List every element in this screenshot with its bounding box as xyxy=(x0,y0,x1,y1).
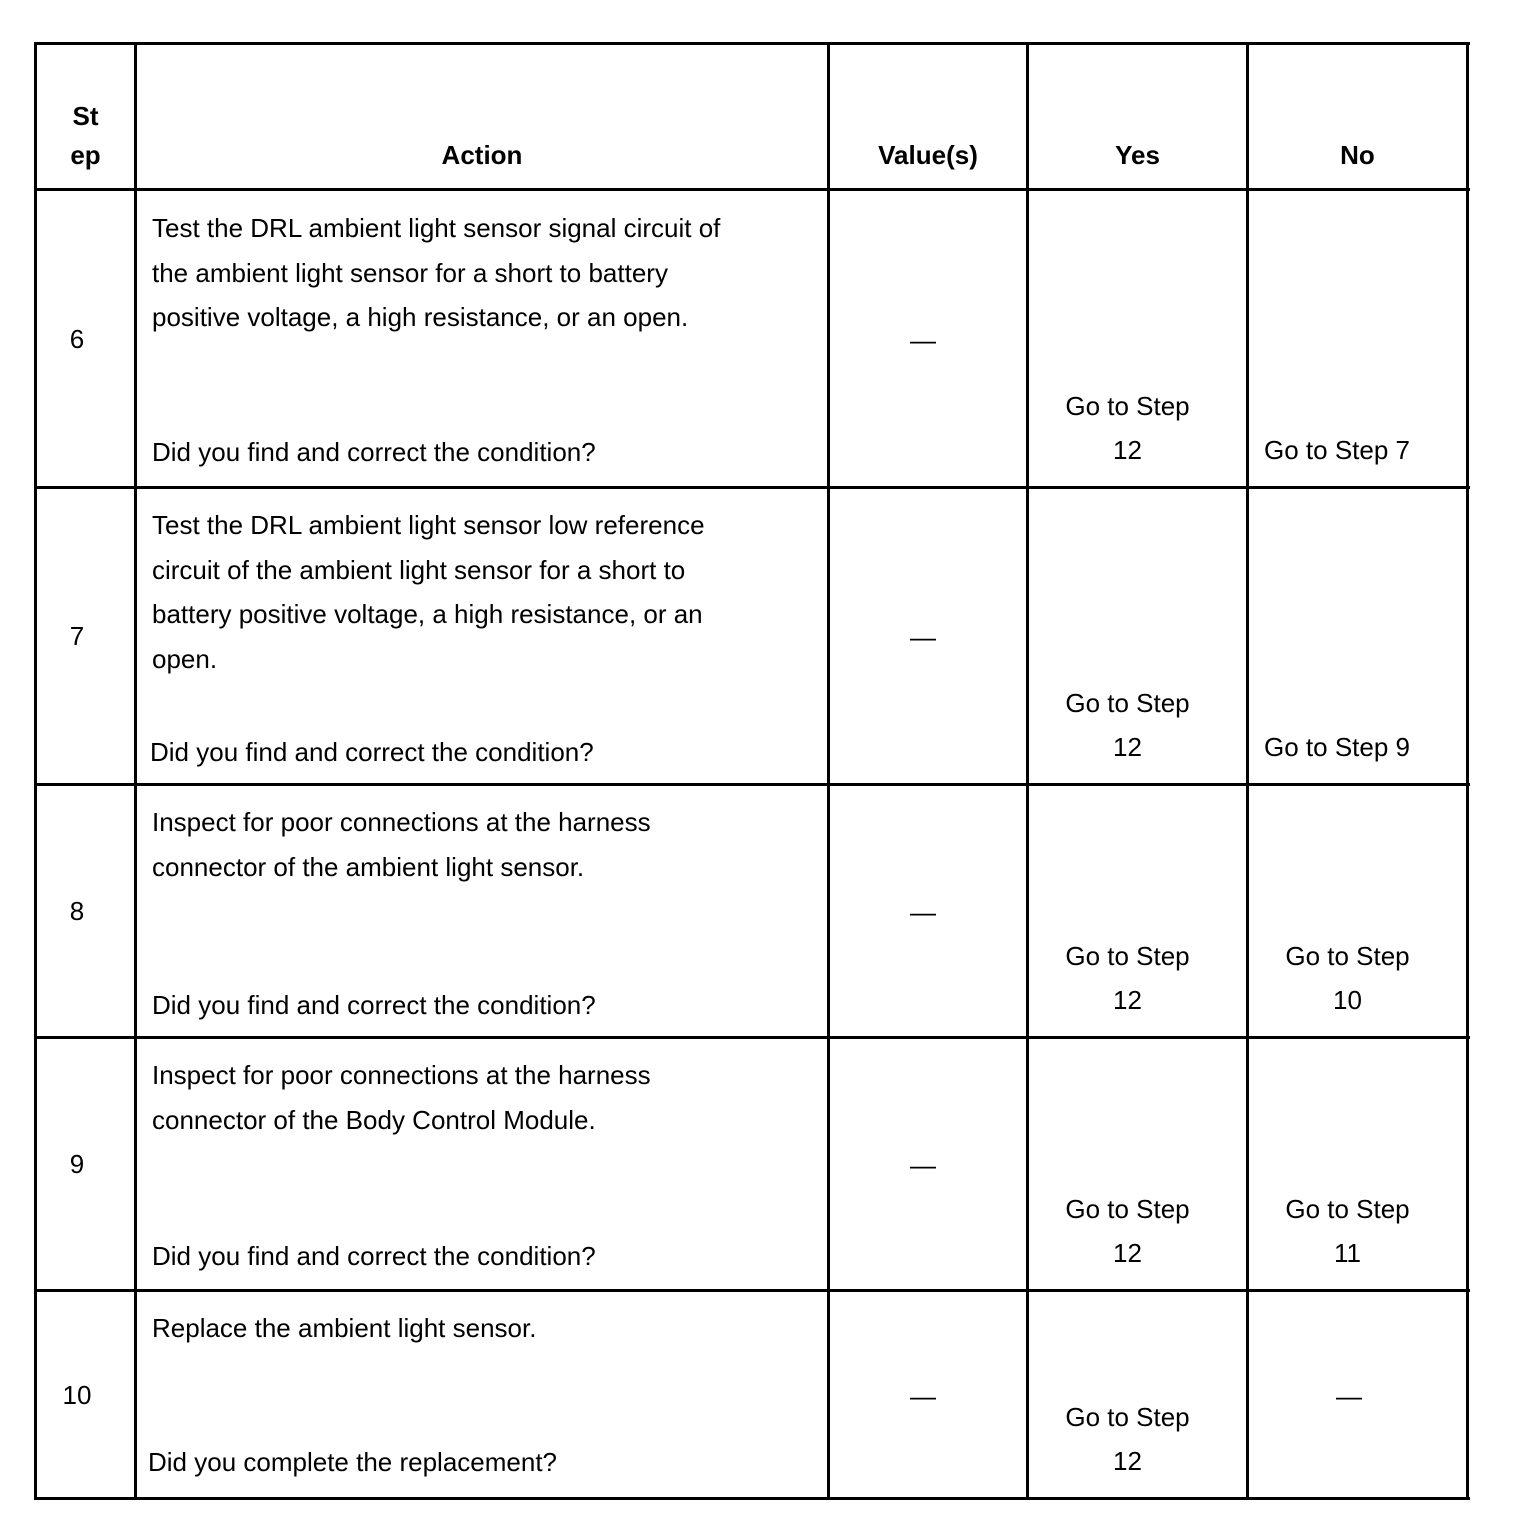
table-rule xyxy=(34,1497,1470,1500)
action-question: Did you find and correct the condition? xyxy=(152,437,596,467)
table-rule xyxy=(1246,42,1249,1500)
action-text: Inspect for poor connections at the harness xyxy=(152,1060,651,1090)
action-text: Replace the ambient light sensor. xyxy=(152,1313,537,1343)
no-outcome: Go to Step xyxy=(1285,1194,1410,1224)
no-outcome: 10 xyxy=(1333,985,1362,1015)
yes-outcome: 12 xyxy=(1113,435,1142,465)
action-text: battery positive voltage, a high resistance, or an xyxy=(152,599,703,629)
action-question: Did you find and correct the condition? xyxy=(152,1241,596,1271)
yes-outcome: 12 xyxy=(1113,1238,1142,1268)
header-no: No xyxy=(1340,140,1375,170)
action-question: Did you find and correct the condition? xyxy=(152,990,596,1020)
action-text: the ambient light sensor for a short to battery xyxy=(152,258,668,288)
header-step-line2: ep xyxy=(70,140,101,170)
table-rule xyxy=(34,1036,1470,1039)
table-rule xyxy=(34,1289,1470,1292)
action-text: Inspect for poor connections at the harness xyxy=(152,807,651,837)
value-dash: — xyxy=(910,325,936,355)
header-yes: Yes xyxy=(1115,140,1160,170)
yes-outcome: Go to Step xyxy=(1065,391,1190,421)
yes-outcome: Go to Step xyxy=(1065,1402,1190,1432)
action-text: connector of the Body Control Module. xyxy=(152,1105,596,1135)
no-outcome: Go to Step xyxy=(1285,941,1410,971)
table-rule xyxy=(34,188,1470,191)
yes-outcome: 12 xyxy=(1113,985,1142,1015)
no-outcome: — xyxy=(1336,1381,1362,1411)
value-dash: — xyxy=(910,1150,936,1180)
value-dash: — xyxy=(910,897,936,927)
table-rule xyxy=(34,486,1470,489)
diagnostic-table xyxy=(34,42,1470,1500)
table-rule xyxy=(34,42,1470,45)
action-text: connector of the ambient light sensor. xyxy=(152,852,585,882)
yes-outcome: 12 xyxy=(1113,1446,1142,1476)
table-rule xyxy=(827,42,830,1500)
value-dash: — xyxy=(910,622,936,652)
header-action: Action xyxy=(441,140,523,170)
yes-outcome: Go to Step xyxy=(1065,941,1190,971)
step-number: 9 xyxy=(69,1149,85,1179)
action-question: Did you find and correct the condition? xyxy=(150,737,594,767)
action-question: Did you complete the replacement? xyxy=(148,1447,558,1477)
step-number: 6 xyxy=(69,324,85,354)
action-text: Test the DRL ambient light sensor signal circuit of xyxy=(152,213,721,243)
action-text: open. xyxy=(152,644,218,674)
table-rule xyxy=(134,42,137,1500)
no-outcome: Go to Step 9 xyxy=(1264,732,1410,762)
action-text: Test the DRL ambient light sensor low reference xyxy=(152,510,705,540)
table-rule xyxy=(1026,42,1029,1500)
table-rule xyxy=(34,783,1470,786)
yes-outcome: 12 xyxy=(1113,732,1142,762)
step-number: 10 xyxy=(62,1380,92,1410)
value-dash: — xyxy=(910,1381,936,1411)
action-text: positive voltage, a high resistance, or an open. xyxy=(152,302,689,332)
header-values: Value(s) xyxy=(878,140,978,170)
action-text: circuit of the ambient light sensor for a short to xyxy=(152,555,686,585)
header-step-line1: St xyxy=(72,101,99,131)
yes-outcome: Go to Step xyxy=(1065,1194,1190,1224)
no-outcome: Go to Step 7 xyxy=(1264,435,1410,465)
step-number: 7 xyxy=(69,621,85,651)
no-outcome: 11 xyxy=(1334,1238,1361,1268)
table-rule xyxy=(1466,42,1469,1500)
yes-outcome: Go to Step xyxy=(1065,688,1190,718)
table-rule xyxy=(34,42,37,1500)
step-number: 8 xyxy=(69,896,85,926)
